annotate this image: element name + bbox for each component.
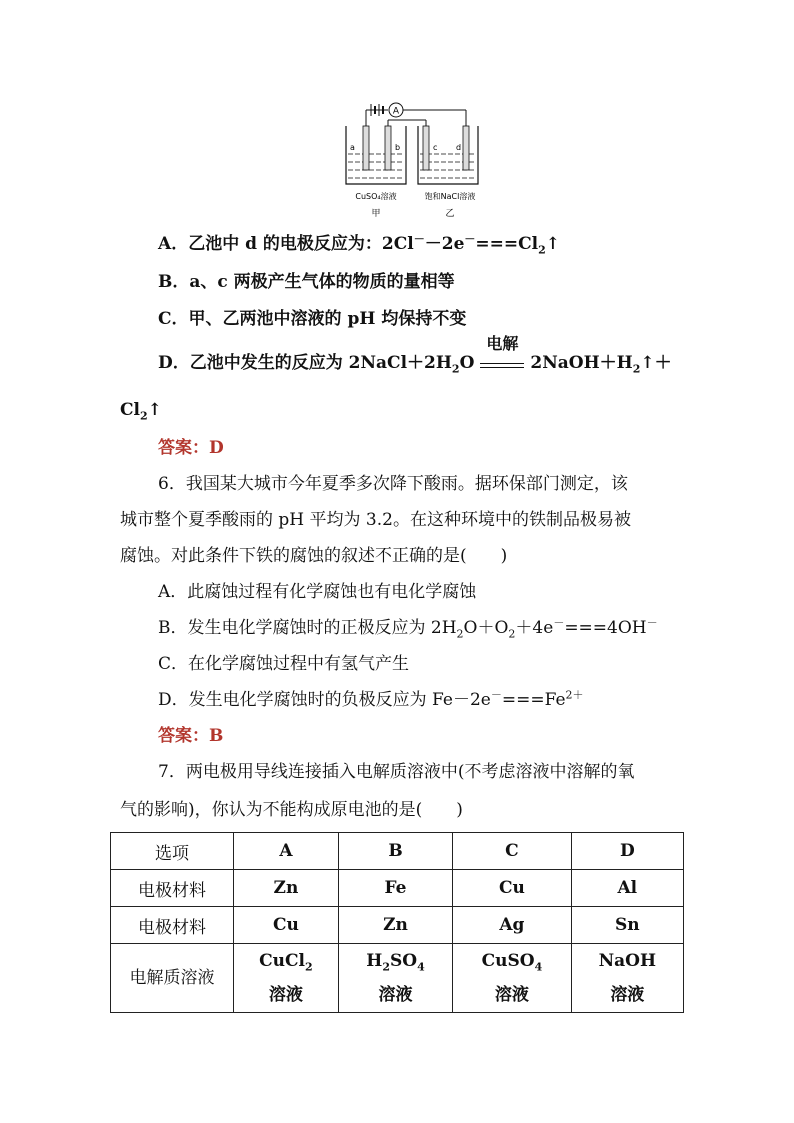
q7-stem-line-1: 7．两电极用导线连接插入电解质溶液中(不考虑溶液中溶解的氧 xyxy=(158,762,635,782)
electrode-a-label: a xyxy=(350,143,355,152)
table-cell: Sn xyxy=(571,907,683,944)
table-cell: NaOH 溶液 xyxy=(571,944,683,1013)
table-cell: Al xyxy=(571,870,683,907)
table-cell: Zn xyxy=(338,907,452,944)
q5-option-a: A．乙池中 d 的电极反应为：$2Cl^--2e^-===Cl_2↑$ xyxy=(158,232,561,257)
table-cell: Zn xyxy=(234,870,339,907)
table-cell: C xyxy=(453,833,571,870)
q7-options-table xyxy=(110,832,684,1013)
table-cell: Ag xyxy=(453,907,571,944)
table-cell: B xyxy=(338,833,452,870)
left-solution-label: CuSO₄溶液 xyxy=(355,192,397,201)
electrode-c-label: c xyxy=(433,143,438,152)
electrolysis-condition: 电解 xyxy=(480,354,524,368)
electrode-b-label: b xyxy=(395,143,401,152)
table-cell: 电极材料 xyxy=(111,870,234,907)
table-cell: A xyxy=(234,833,339,870)
q6-option-d: D．发生电化学腐蚀时的负极反应为 $Fe-2e^-===Fe^{2+}$ xyxy=(158,688,584,710)
q6-stem-line-2: 城市整个夏季酸雨的 pH 平均为 3.2。在这种环境中的铁制品极易被 xyxy=(120,510,631,530)
q6-answer: 答案：B xyxy=(158,726,224,746)
q6-option-c: C．在化学腐蚀过程中有氢气产生 xyxy=(158,654,410,674)
q5-option-c: C．甲、乙两池中溶液的 pH 均保持不变 xyxy=(158,309,467,329)
table-cell: 选项 xyxy=(111,833,234,870)
right-cell-name: 乙 xyxy=(445,209,455,219)
q5-option-d-continued: $Cl_2↑$ xyxy=(120,400,162,423)
table-cell: CuSO$_4$ 溶液 xyxy=(453,944,571,1013)
q6-option-a: A．此腐蚀过程有化学腐蚀也有电化学腐蚀 xyxy=(158,582,477,602)
table-cell: $H_2SO_4$ 溶液 xyxy=(338,944,452,1013)
q7-stem-line-2: 气的影响)，你认为不能构成原电池的是( ) xyxy=(120,800,463,820)
q6-option-b: B．发生电化学腐蚀时的正极反应为 $2H_2O+O_2+4e^-===4OH^-$ xyxy=(158,616,658,641)
table-cell: D xyxy=(571,833,683,870)
table-row xyxy=(111,870,684,907)
table-cell: CuCl$_2$ 溶液 xyxy=(234,944,339,1013)
table-cell: Cu xyxy=(453,870,571,907)
q5-option-b: B．a、c 两极产生气体的物质的量相等 xyxy=(158,272,455,292)
left-cell-name: 甲 xyxy=(371,209,381,219)
right-solution-label: 饱和NaCl溶液 xyxy=(424,192,476,201)
table-header-row xyxy=(111,833,684,870)
table-cell: 电极材料 xyxy=(111,907,234,944)
q6-stem-line-3: 腐蚀。对此条件下铁的腐蚀的叙述不正确的是( ) xyxy=(120,546,508,566)
table-row xyxy=(111,944,684,1013)
table-cell: 电解质溶液 xyxy=(111,944,234,1013)
table-cell: Fe xyxy=(338,870,452,907)
q5-option-d: D．乙池中发生的反应为 $2NaCl+2H_2O$ 电解 $2NaOH+H_2↑+$ xyxy=(158,334,672,376)
electrolysis-diagram xyxy=(336,96,496,221)
table-row xyxy=(111,907,684,944)
q5-answer: 答案：D xyxy=(158,438,224,458)
ammeter-label: A xyxy=(392,106,400,117)
electrode-d-label: d xyxy=(456,143,462,152)
table-cell: Cu xyxy=(234,907,339,944)
q6-stem-line-1: 6．我国某大城市今年夏季多次降下酸雨。据环保部门测定，该 xyxy=(158,474,628,494)
